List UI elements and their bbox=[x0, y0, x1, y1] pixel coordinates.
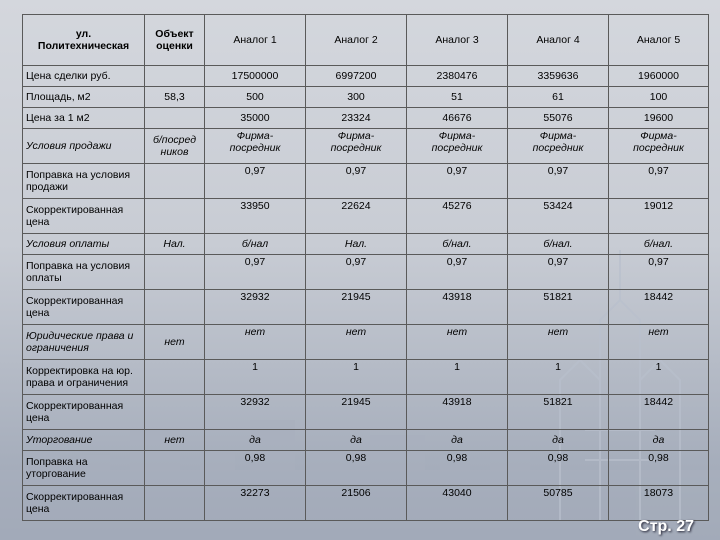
analog-3-value: б/нал. bbox=[407, 234, 508, 255]
header-analog-3: Аналог 3 bbox=[407, 15, 508, 66]
object-value: 58,3 bbox=[145, 87, 205, 108]
row-label: Площадь, м2 bbox=[23, 87, 145, 108]
comparison-table bbox=[22, 14, 709, 521]
analog-5-value: 1960000 bbox=[609, 66, 709, 87]
analog-2-value: нет bbox=[306, 325, 407, 360]
table-row bbox=[23, 486, 709, 521]
analog-4-value: 1 bbox=[508, 360, 609, 395]
analog-2-value: 300 bbox=[306, 87, 407, 108]
analog-2-value: 21945 bbox=[306, 395, 407, 430]
row-label: Поправка на уторгование bbox=[23, 451, 145, 486]
analog-4-value: да bbox=[508, 430, 609, 451]
analog-5-value: 100 bbox=[609, 87, 709, 108]
table-row bbox=[23, 66, 709, 87]
object-value bbox=[145, 486, 205, 521]
row-label: Юридические права и ограничения bbox=[23, 325, 145, 360]
analog-3-value: 51 bbox=[407, 87, 508, 108]
analog-4-value: 53424 bbox=[508, 199, 609, 234]
object-value: нет bbox=[145, 325, 205, 360]
row-label: Скорректированная цена bbox=[23, 486, 145, 521]
page-number: Стр. 27 bbox=[638, 518, 694, 535]
analog-5-value: 18442 bbox=[609, 395, 709, 430]
row-label: Поправка на условия оплаты bbox=[23, 255, 145, 290]
analog-2-value: 21945 bbox=[306, 290, 407, 325]
row-label: Уторгование bbox=[23, 430, 145, 451]
analog-4-value: 51821 bbox=[508, 290, 609, 325]
analog-1-value: 32932 bbox=[205, 395, 306, 430]
object-value bbox=[145, 199, 205, 234]
analog-3-value: 46676 bbox=[407, 108, 508, 129]
analog-3-value: 0,98 bbox=[407, 451, 508, 486]
table-row bbox=[23, 234, 709, 255]
analog-4-value: 0,97 bbox=[508, 164, 609, 199]
analog-5-value: 19600 bbox=[609, 108, 709, 129]
analog-2-value: 0,98 bbox=[306, 451, 407, 486]
analog-3-value: да bbox=[407, 430, 508, 451]
table-row bbox=[23, 430, 709, 451]
analog-5-value: нет bbox=[609, 325, 709, 360]
analog-1-value: 0,98 bbox=[205, 451, 306, 486]
header-analog-4: Аналог 4 bbox=[508, 15, 609, 66]
analog-4-value: 0,98 bbox=[508, 451, 609, 486]
table-row bbox=[23, 255, 709, 290]
object-value: нет bbox=[145, 430, 205, 451]
analog-4-value: 61 bbox=[508, 87, 609, 108]
analog-2-value: 22624 bbox=[306, 199, 407, 234]
table-row bbox=[23, 451, 709, 486]
analog-3-value: 0,97 bbox=[407, 164, 508, 199]
analog-4-value: Фирма- посредник bbox=[508, 129, 609, 164]
object-value: Нал. bbox=[145, 234, 205, 255]
row-label: Скорректированная цена bbox=[23, 199, 145, 234]
analog-1-value: 17500000 bbox=[205, 66, 306, 87]
table-row bbox=[23, 325, 709, 360]
table-row bbox=[23, 360, 709, 395]
analog-1-value: 33950 bbox=[205, 199, 306, 234]
row-label: Скорректированная цена bbox=[23, 290, 145, 325]
analog-3-value: 43918 bbox=[407, 395, 508, 430]
analog-1-value: 500 bbox=[205, 87, 306, 108]
table-row bbox=[23, 164, 709, 199]
analog-5-value: 0,98 bbox=[609, 451, 709, 486]
analog-1-value: 0,97 bbox=[205, 164, 306, 199]
analog-4-value: б/нал. bbox=[508, 234, 609, 255]
row-label: Поправка на условия продажи bbox=[23, 164, 145, 199]
analog-4-value: 0,97 bbox=[508, 255, 609, 290]
analog-4-value: 55076 bbox=[508, 108, 609, 129]
row-label: Корректировка на юр. права и ограничения bbox=[23, 360, 145, 395]
analog-2-value: Нал. bbox=[306, 234, 407, 255]
object-value bbox=[145, 290, 205, 325]
object-value bbox=[145, 108, 205, 129]
table-row bbox=[23, 395, 709, 430]
analog-3-value: 43918 bbox=[407, 290, 508, 325]
analog-1-value: 32932 bbox=[205, 290, 306, 325]
object-value bbox=[145, 255, 205, 290]
analog-3-value: 45276 bbox=[407, 199, 508, 234]
analog-2-value: 1 bbox=[306, 360, 407, 395]
analog-2-value: Фирма- посредник bbox=[306, 129, 407, 164]
row-label: Цена за 1 м2 bbox=[23, 108, 145, 129]
object-value bbox=[145, 395, 205, 430]
analog-1-value: б/нал bbox=[205, 234, 306, 255]
row-label: Скорректированная цена bbox=[23, 395, 145, 430]
object-value: б/посред ников bbox=[145, 129, 205, 164]
analog-3-value: 1 bbox=[407, 360, 508, 395]
table-row bbox=[23, 87, 709, 108]
analog-2-value: 0,97 bbox=[306, 164, 407, 199]
analog-2-value: 0,97 bbox=[306, 255, 407, 290]
analog-1-value: 0,97 bbox=[205, 255, 306, 290]
analog-5-value: 18442 bbox=[609, 290, 709, 325]
analog-5-value: 19012 bbox=[609, 199, 709, 234]
table-row bbox=[23, 108, 709, 129]
analog-3-value: 0,97 bbox=[407, 255, 508, 290]
analog-1-value: нет bbox=[205, 325, 306, 360]
analog-1-value: да bbox=[205, 430, 306, 451]
table-row bbox=[23, 199, 709, 234]
analog-5-value: 1 bbox=[609, 360, 709, 395]
analog-5-value: 0,97 bbox=[609, 255, 709, 290]
analog-2-value: 6997200 bbox=[306, 66, 407, 87]
object-value bbox=[145, 66, 205, 87]
row-label: Условия оплаты bbox=[23, 234, 145, 255]
header-analog-1: Аналог 1 bbox=[205, 15, 306, 66]
analog-2-value: 23324 bbox=[306, 108, 407, 129]
analog-2-value: 21506 bbox=[306, 486, 407, 521]
object-value bbox=[145, 451, 205, 486]
object-value bbox=[145, 164, 205, 199]
header-street: ул. Политехническая bbox=[23, 15, 145, 66]
header-analog-5: Аналог 5 bbox=[609, 15, 709, 66]
analog-1-value: 1 bbox=[205, 360, 306, 395]
header-object: Объект оценки bbox=[145, 15, 205, 66]
analog-2-value: да bbox=[306, 430, 407, 451]
header-analog-2: Аналог 2 bbox=[306, 15, 407, 66]
analog-3-value: 2380476 bbox=[407, 66, 508, 87]
analog-1-value: Фирма- посредник bbox=[205, 129, 306, 164]
analog-5-value: Фирма- посредник bbox=[609, 129, 709, 164]
table-row bbox=[23, 129, 709, 164]
analog-4-value: нет bbox=[508, 325, 609, 360]
analog-3-value: нет bbox=[407, 325, 508, 360]
analog-1-value: 32273 bbox=[205, 486, 306, 521]
analog-3-value: Фирма- посредник bbox=[407, 129, 508, 164]
analog-5-value: 0,97 bbox=[609, 164, 709, 199]
analog-4-value: 50785 bbox=[508, 486, 609, 521]
object-value bbox=[145, 360, 205, 395]
analog-4-value: 3359636 bbox=[508, 66, 609, 87]
table-header-row bbox=[23, 15, 709, 66]
analog-5-value: 18073 bbox=[609, 486, 709, 521]
analog-5-value: да bbox=[609, 430, 709, 451]
table-row bbox=[23, 290, 709, 325]
analog-5-value: б/нал. bbox=[609, 234, 709, 255]
row-label: Условия продажи bbox=[23, 129, 145, 164]
analog-1-value: 35000 bbox=[205, 108, 306, 129]
analog-4-value: 51821 bbox=[508, 395, 609, 430]
analog-3-value: 43040 bbox=[407, 486, 508, 521]
row-label: Цена сделки руб. bbox=[23, 66, 145, 87]
